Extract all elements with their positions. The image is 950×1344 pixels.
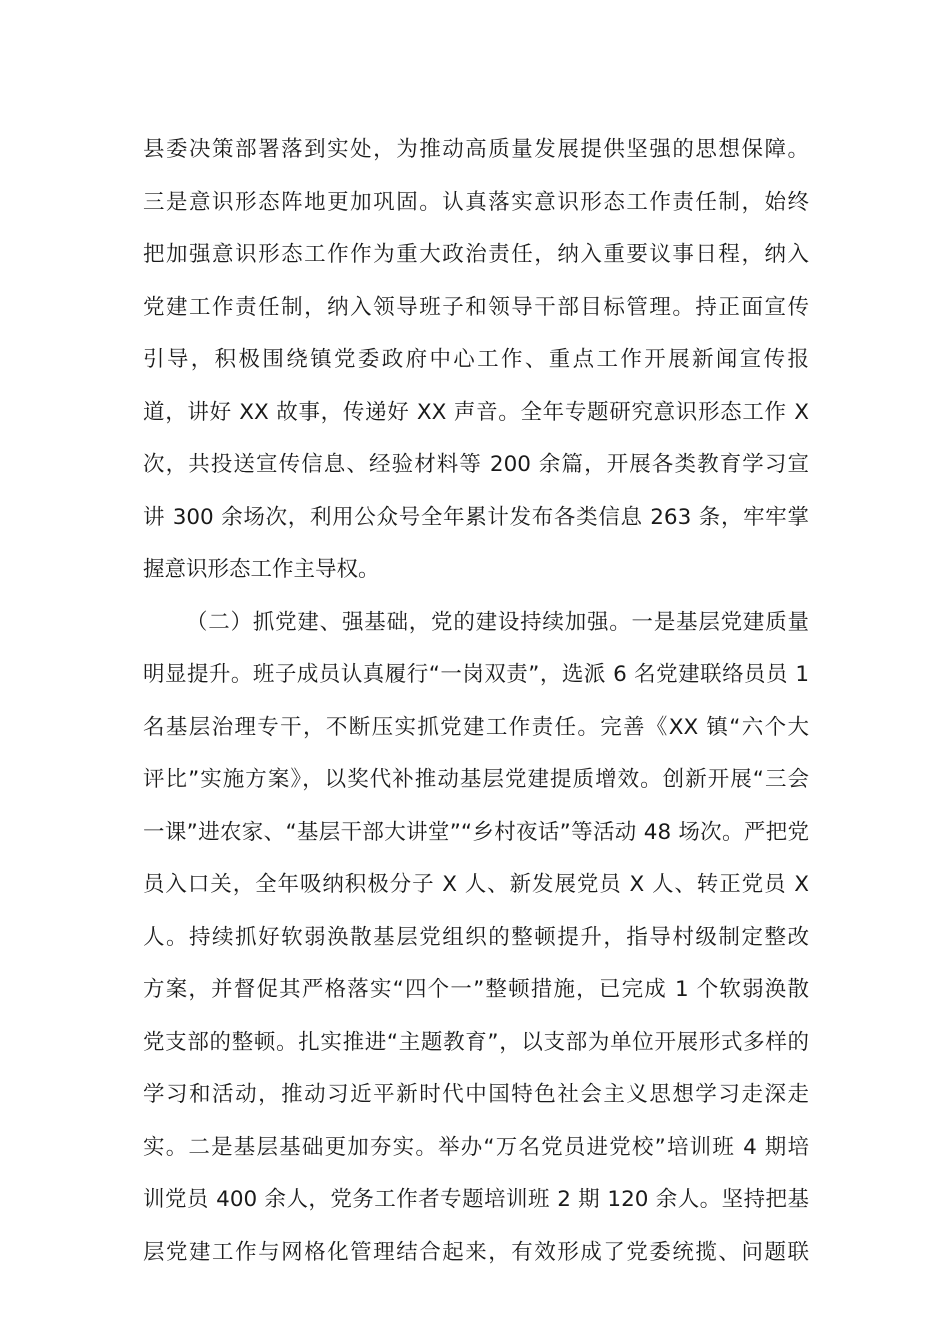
- text-line: 人。持续抓好软弱涣散基层党组织的整顿提升，指导村级制定整改: [143, 924, 809, 950]
- text-line: 方案，并督促其严格落实“四个一”整顿措施，已完成 1 个软弱涣散: [143, 977, 809, 1002]
- text-line: 评比”实施方案》，以奖代补推动基层党建提质增效。创新开展“三会: [143, 767, 809, 792]
- text-line: 次，共投送宣传信息、经验材料等 200 余篇，开展各类教育学习宣: [143, 452, 809, 477]
- text-line: 训党员 400 余人，党务工作者专题培训班 2 期 120 余人。坚持把基: [143, 1187, 809, 1212]
- text-line: 明显提升。班子成员认真履行“一岗双责”，选派 6 名党建联络员员 1: [143, 662, 809, 687]
- text-line: 实。二是基层基础更加夯实。举办“万名党员进党校”培训班 4 期培: [143, 1134, 809, 1160]
- text-line: 引导，积极围绕镇党委政府中心工作、重点工作开展新闻宣传报: [143, 347, 809, 372]
- text-line: 党建工作责任制，纳入领导班子和领导干部目标管理。持正面宣传: [143, 294, 809, 320]
- text-line: 把加强意识形态工作作为重大政治责任，纳入重要议事日程，纳入: [143, 242, 809, 267]
- text-line: 讲 300 余场次，利用公众号全年累计发布各类信息 263 条，牢牢掌: [143, 504, 809, 530]
- text-line: 层党建工作与网格化管理结合起来，有效形成了党委统揽、问题联: [143, 1239, 809, 1265]
- text-line: （二）抓党建、强基础，党的建设持续加强。一是基层党建质量: [186, 609, 809, 635]
- text-line: 道，讲好 XX 故事，传递好 XX 声音。全年专题研究意识形态工作 X: [143, 399, 809, 425]
- text-line: 学习和活动，推动习近平新时代中国特色社会主义思想学习走深走: [143, 1082, 809, 1107]
- text-line: 县委决策部署落到实处，为推动高质量发展提供坚强的思想保障。: [143, 137, 809, 162]
- text-line: 握意识形态工作主导权。: [143, 557, 380, 582]
- text-line: 一课”进农家、“基层干部大讲堂”“乡村夜话”等活动 48 场次。严把党: [143, 819, 809, 845]
- document-body: [143, 124, 809, 1279]
- text-line: 党支部的整顿。扎实推进“主题教育”，以支部为单位开展形式多样的: [143, 1029, 809, 1055]
- text-line: 三是意识形态阵地更加巩固。认真落实意识形态工作责任制，始终: [143, 189, 809, 215]
- text-line: 名基层治理专干，不断压实抓党建工作责任。完善《XX 镇“六个大: [143, 714, 809, 740]
- text-line: 员入口关，全年吸纳积极分子 X 人、新发展党员 X 人、转正党员 X: [143, 872, 809, 897]
